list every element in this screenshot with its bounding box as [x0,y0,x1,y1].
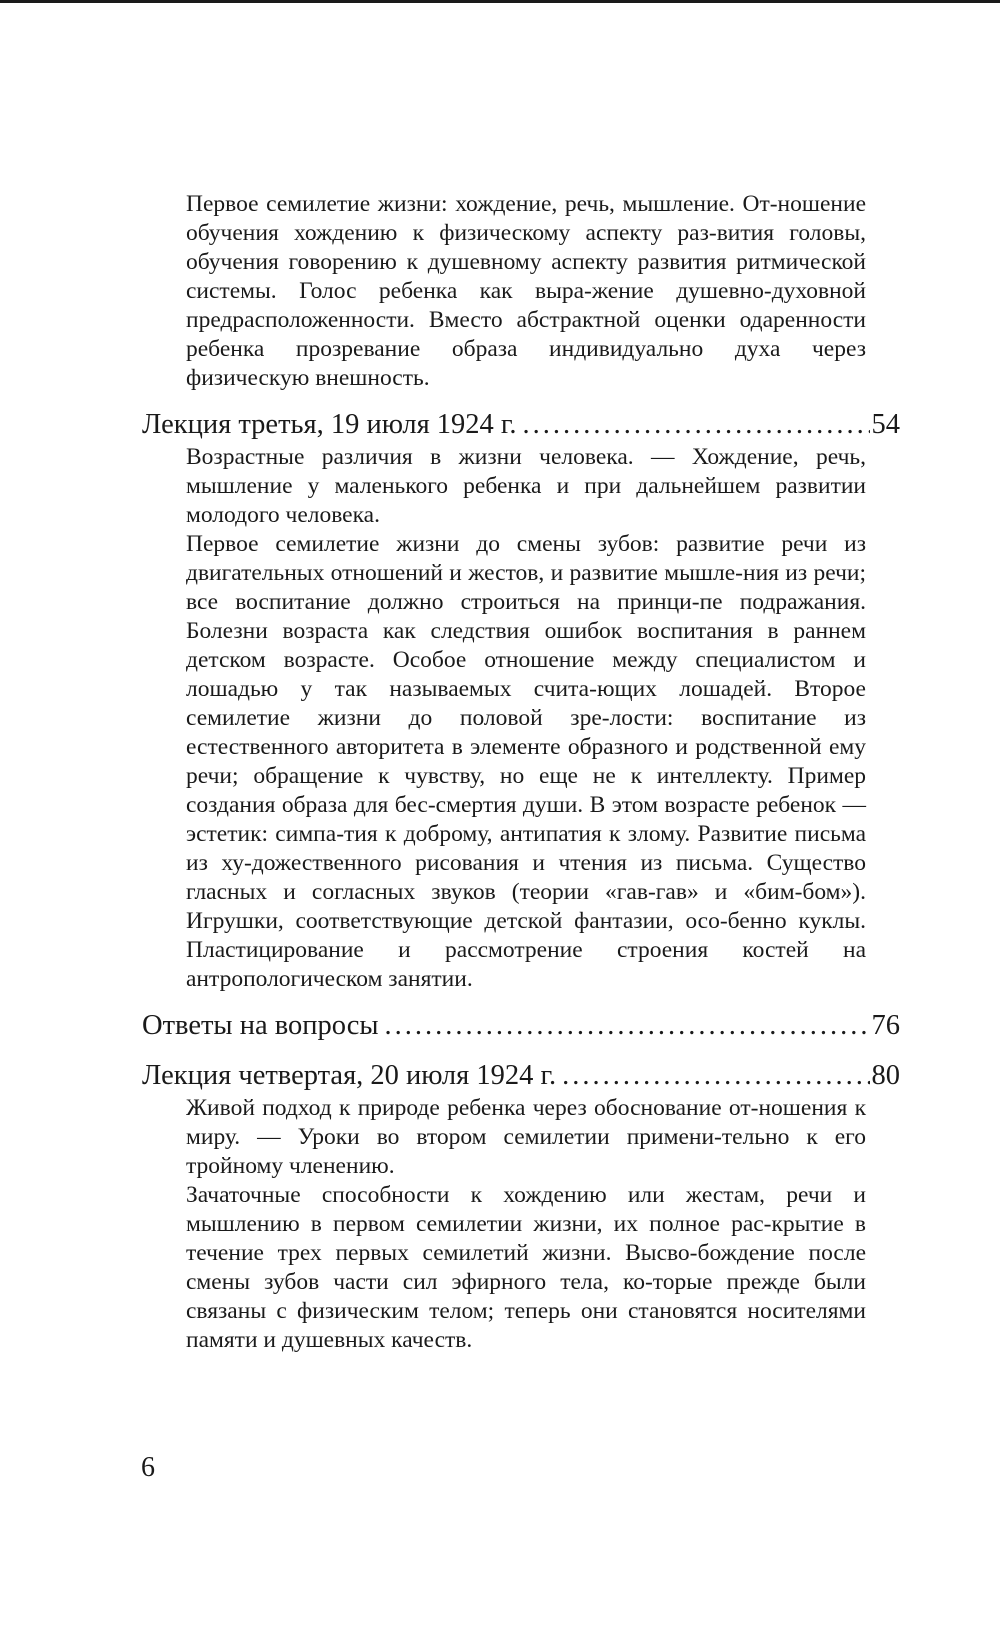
page-number: 6 [141,1452,155,1483]
toc-entry-summary: Возрастные различия в жизни человека. — Хождение, речь, мышление у маленького ребенка и при дальнейшем развитии молодого человека. [186,444,866,528]
toc-entry-heading[interactable] [142,407,900,443]
toc-entry-page: 76 [871,1010,900,1041]
toc-entry-lecture-4 [142,1058,898,1355]
toc-entry-summary: Живой подход к природе ребенка через обоснование от-ношения к миру. — Уроки во втором семилетии примени-тельно к его тройному членению. [186,1095,866,1179]
toc-entry-heading[interactable] [142,1058,900,1094]
dot-leader [385,1008,870,1044]
toc-entry-summary: Зачаточные способности к хождению или жестам, речи и мышлению в первом семилетии жизни, их полное рас-крытие в течение трех первых семилетий жизни. Высво-бождение после смены зубов части сил эфирного тела, ко-торые прежде были связаны с физическим телом; теперь они становятся носителями памяти и душевных качеств. [186,1182,866,1353]
top-border [0,0,1000,3]
toc-entry-title: Лекция третья, 19 июля 1924 г. [142,409,517,440]
toc-entry-title: Ответы на вопросы [142,1010,379,1041]
toc-entry-heading[interactable] [142,1008,900,1044]
dot-leader [562,1058,869,1094]
toc-entry-title: Лекция четвертая, 20 июля 1924 г. [142,1060,557,1091]
table-of-contents [142,190,898,1355]
toc-entry-lecture-3 [142,407,898,994]
dot-leader [523,407,870,443]
intro-paragraph: Первое семилетие жизни: хождение, речь, мышление. От-ношение обучения хождению к физическому аспекту раз-вития головы, обучения говорению к душевному аспекту развития ритмической системы. Голос ребенка как выра-жение душевно-духовной предрасположенности. Вместо абстрактной оценки одаренности ребенка прозревание образа индивидуально духа через физическую внешность. [186,191,866,391]
toc-entry-summary: Первое семилетие жизни до смены зубов: развитие речи из двигательных отношений и жестов, и развитие мышле-ния из речи; все воспитание должно строиться на принци-пе подражания. Болезни возраста как следствия ошибок воспитания в раннем детском возрасте. Особое отношение между специалистом и лошадью у так называемых счита-ющих лошадей. Второе семилетие жизни до половой зре-лости: воспитание из естественного авторитета в элементе образного и родственной ему речи; обращение к чувству, но еще не к интеллекту. Пример создания образа для бес-смертия души. В этом возрасте ребенок — эстетик: симпа-тия к доброму, антипатия к злому. Развитие письма из ху-дожественного рисования и чтения из письма. Существо гласных и согласных звуков (теории «гав-гав» и «бим-бом»). Игрушки, соответствующие детской фантазии, осо-бенно куклы. Пластицирование и рассмотрение строения костей на антропологическом занятии. [186,531,866,992]
toc-entry-page: 54 [871,409,900,440]
toc-entry-answers [142,1008,898,1044]
toc-entry-page: 80 [871,1060,900,1091]
